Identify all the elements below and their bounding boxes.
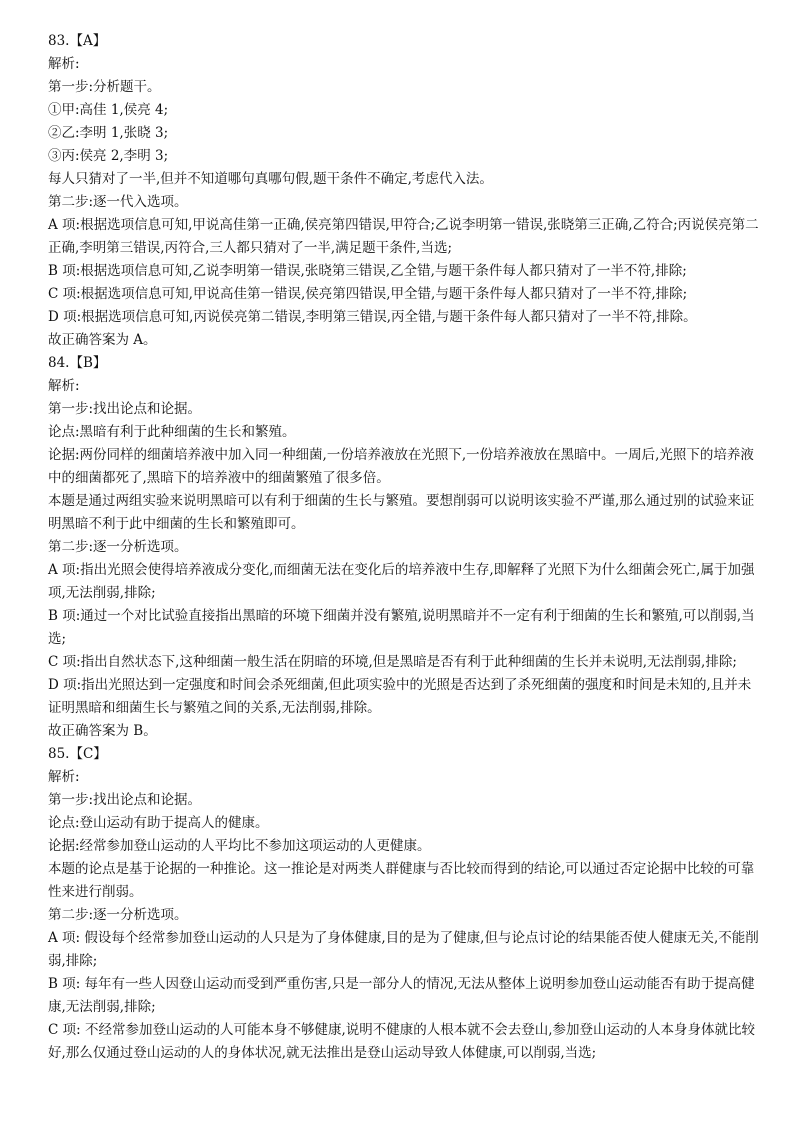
q84-evidence: 论据:两份同样的细菌培养液中加入同一种细菌,一份培养液放在光照下,一份培养液放在黑暗中。一周后,光照下的培养液中的细菌都死了,黑暗下的培养液中的细菌繁殖了很多倍。	[48, 447, 754, 486]
q85-heading: 85.【C】	[48, 746, 107, 762]
q85-option-b: B 项: 每年有一些人因登山运动而受到严重伤害,只是一部分人的情况,无法从整体上说明参加登山运动能否有助于提高健康,无法削弱,排除;	[48, 976, 755, 1015]
q84-option-b: B 项:通过一个对比试验直接指出黑暗的环境下细菌并没有繁殖,说明黑暗并不一定有利于细菌的生长和繁殖,可以削弱,当选;	[48, 608, 755, 647]
q83-statement-3: ③丙:侯亮 2,李明 3;	[48, 148, 169, 164]
q85-option-a: A 项: 假设每个经常参加登山运动的人只是为了身体健康,目的是为了健康,但与论点讨论的结果能否使人健康无关,不能削弱,排除;	[48, 930, 759, 969]
q84-analysis-label: 解析:	[48, 378, 80, 394]
q83-step2: 第二步:逐一代入选项。	[48, 194, 188, 210]
q85-claim: 论点:登山运动有助于提高人的健康。	[48, 815, 269, 831]
q83-statement-1: ①甲:高佳 1,侯亮 4;	[48, 102, 169, 118]
q85-step2: 第二步:逐一分析选项。	[48, 907, 188, 923]
q84-answer: 故正确答案为 B。	[48, 723, 157, 739]
q84-heading: 84.【B】	[48, 355, 107, 371]
q83-answer: 故正确答案为 A。	[48, 332, 157, 348]
q85-analysis-label: 解析:	[48, 769, 80, 785]
q83-condition: 每人只猜对了一半,但并不知道哪句真哪句假,题干条件不确定,考虑代入法。	[48, 171, 493, 187]
answer-explanation-document	[48, 30, 760, 1065]
q84-claim: 论点:黑暗有利于此种细菌的生长和繁殖。	[48, 424, 296, 440]
q84-option-d: D 项:指出光照达到一定强度和时间会杀死细菌,但此项实验中的光照是否达到了杀死细菌的强度和时间是未知的,且并未证明黑暗和细菌生长与繁殖之间的关系,无法削弱,排除。	[48, 677, 752, 716]
q85-evidence: 论据:经常参加登山运动的人平均比不参加这项运动的人更健康。	[48, 838, 431, 854]
q85-summary: 本题的论点是基于论据的一种推论。这一推论是对两类人群健康与否比较而得到的结论,可以通过否定论据中比较的可靠性来进行削弱。	[48, 861, 755, 900]
q84-step1: 第一步:找出论点和论据。	[48, 401, 202, 417]
q83-option-b: B 项:根据选项信息可知,乙说李明第一错误,张晓第三错误,乙全错,与题干条件每人都只猜对了一半不符,排除;	[48, 263, 687, 279]
q84-step2: 第二步:逐一分析选项。	[48, 539, 188, 555]
q83-heading: 83.【A】	[48, 33, 107, 49]
q83-option-d: D 项:根据选项信息可知,丙说侯亮第二错误,李明第三错误,丙全错,与题干条件每人都只猜对了一半不符,排除。	[48, 309, 697, 325]
q84-summary: 本题是通过两组实验来说明黑暗可以有利于细菌的生长与繁殖。要想削弱可以说明该实验不严谨,那么通过别的试验来证明黑暗不利于此中细菌的生长和繁殖即可。	[48, 493, 755, 532]
q85-step1: 第一步:找出论点和论据。	[48, 792, 202, 808]
q85-option-c: C 项: 不经常参加登山运动的人可能本身不够健康,说明不健康的人根本就不会去登山,参加登山运动的人本身身体就比较好,那么仅通过登山运动的人的身体状况,就无法推出是登山运动导致人体健康,可以削弱,当选;	[48, 1022, 756, 1061]
q83-option-c: C 项:根据选项信息可知,甲说高佳第一错误,侯亮第四错误,甲全错,与题干条件每人都只猜对了一半不符,排除;	[48, 286, 688, 302]
q83-analysis-label: 解析:	[48, 56, 80, 72]
q84-option-a: A 项:指出光照会使得培养液成分变化,而细菌无法在变化后的培养液中生存,即解释了光照下为什么细菌会死亡,属于加强项,无法削弱,排除;	[48, 562, 755, 601]
q84-option-c: C 项:指出自然状态下,这种细菌一般生活在阴暗的环境,但是黑暗是否有利于此种细菌的生长并未说明,无法削弱,排除;	[48, 654, 737, 670]
q83-option-a: A 项:根据选项信息可知,甲说高佳第一正确,侯亮第四错误,甲符合;乙说李明第一错误,张晓第三正确,乙符合;丙说侯亮第二正确,李明第三错误,丙符合,三人都只猜对了一半,满足题干条件,当选;	[48, 217, 759, 256]
q83-statement-2: ②乙:李明 1,张晓 3;	[48, 125, 169, 141]
q83-step1: 第一步:分析题干。	[48, 79, 161, 95]
